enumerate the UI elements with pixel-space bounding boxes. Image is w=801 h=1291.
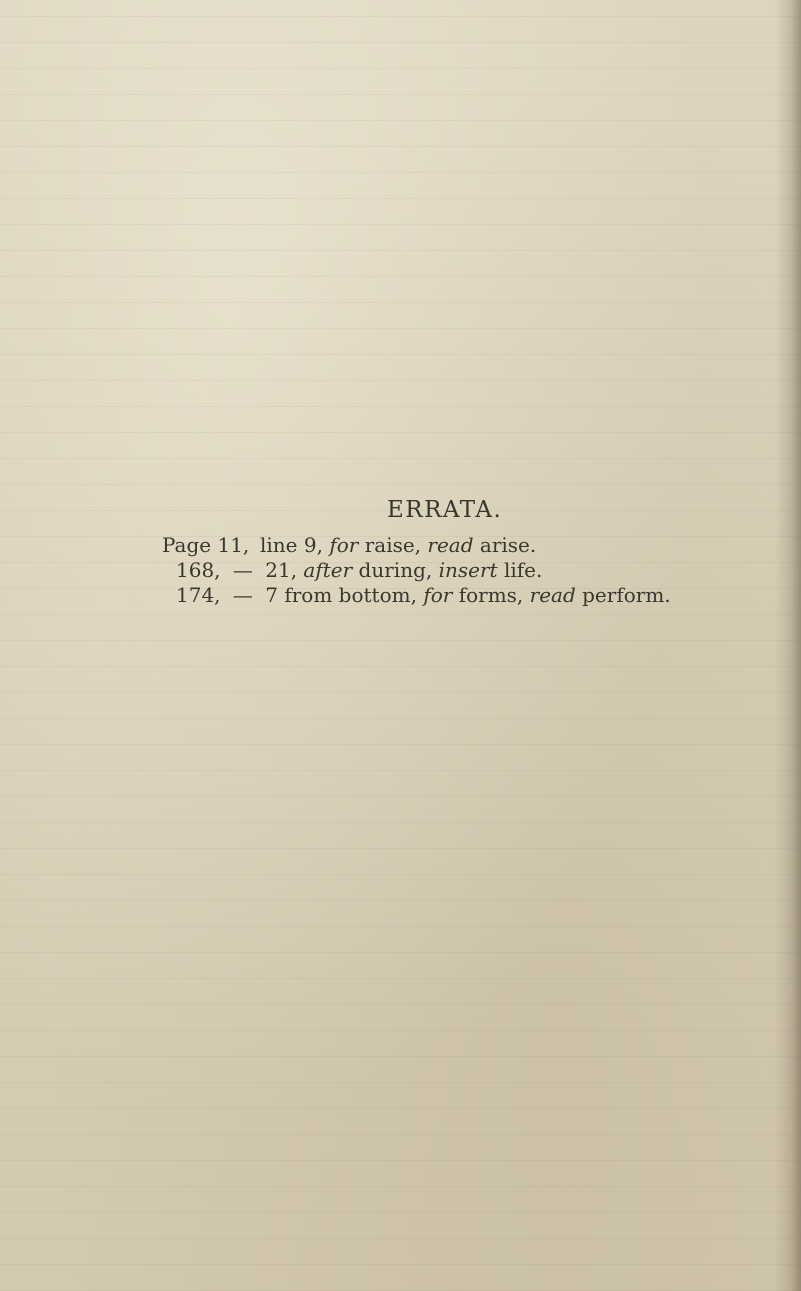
correct-word: arise. [479, 533, 537, 557]
correction-text [260, 533, 536, 558]
errata-entry [0, 558, 801, 583]
page-number: 168, [176, 558, 221, 582]
page-reference [162, 533, 249, 558]
line-number: 9, [303, 533, 323, 557]
wrong-word: forms, [458, 583, 524, 607]
page-number: 174, [176, 583, 221, 607]
errata-heading: ERRATA. [387, 497, 503, 523]
for-word: for [329, 533, 359, 557]
read-word: insert [438, 558, 498, 582]
errata-list [0, 533, 801, 608]
for-word: after [303, 558, 353, 582]
correction-text [176, 558, 542, 583]
wrong-word: during, [358, 558, 433, 582]
errata-entry [0, 583, 801, 608]
line-word: line [260, 533, 298, 557]
line-number: 7 from bottom, [265, 583, 417, 607]
correct-word: perform. [582, 583, 671, 607]
wrong-word: raise, [364, 533, 422, 557]
read-word: read [427, 533, 474, 557]
line-number: 21, [265, 558, 298, 582]
page-prefix: Page [162, 533, 212, 557]
correction-text [176, 583, 671, 608]
errata-entry [0, 533, 801, 558]
for-word: for [423, 583, 453, 607]
page-edge-shadow [775, 0, 801, 1291]
read-word: read [529, 583, 576, 607]
page-number: 11, [217, 533, 250, 557]
correct-word: life. [503, 558, 543, 582]
ditto-dash: — [232, 583, 253, 607]
ditto-dash: — [232, 558, 253, 582]
